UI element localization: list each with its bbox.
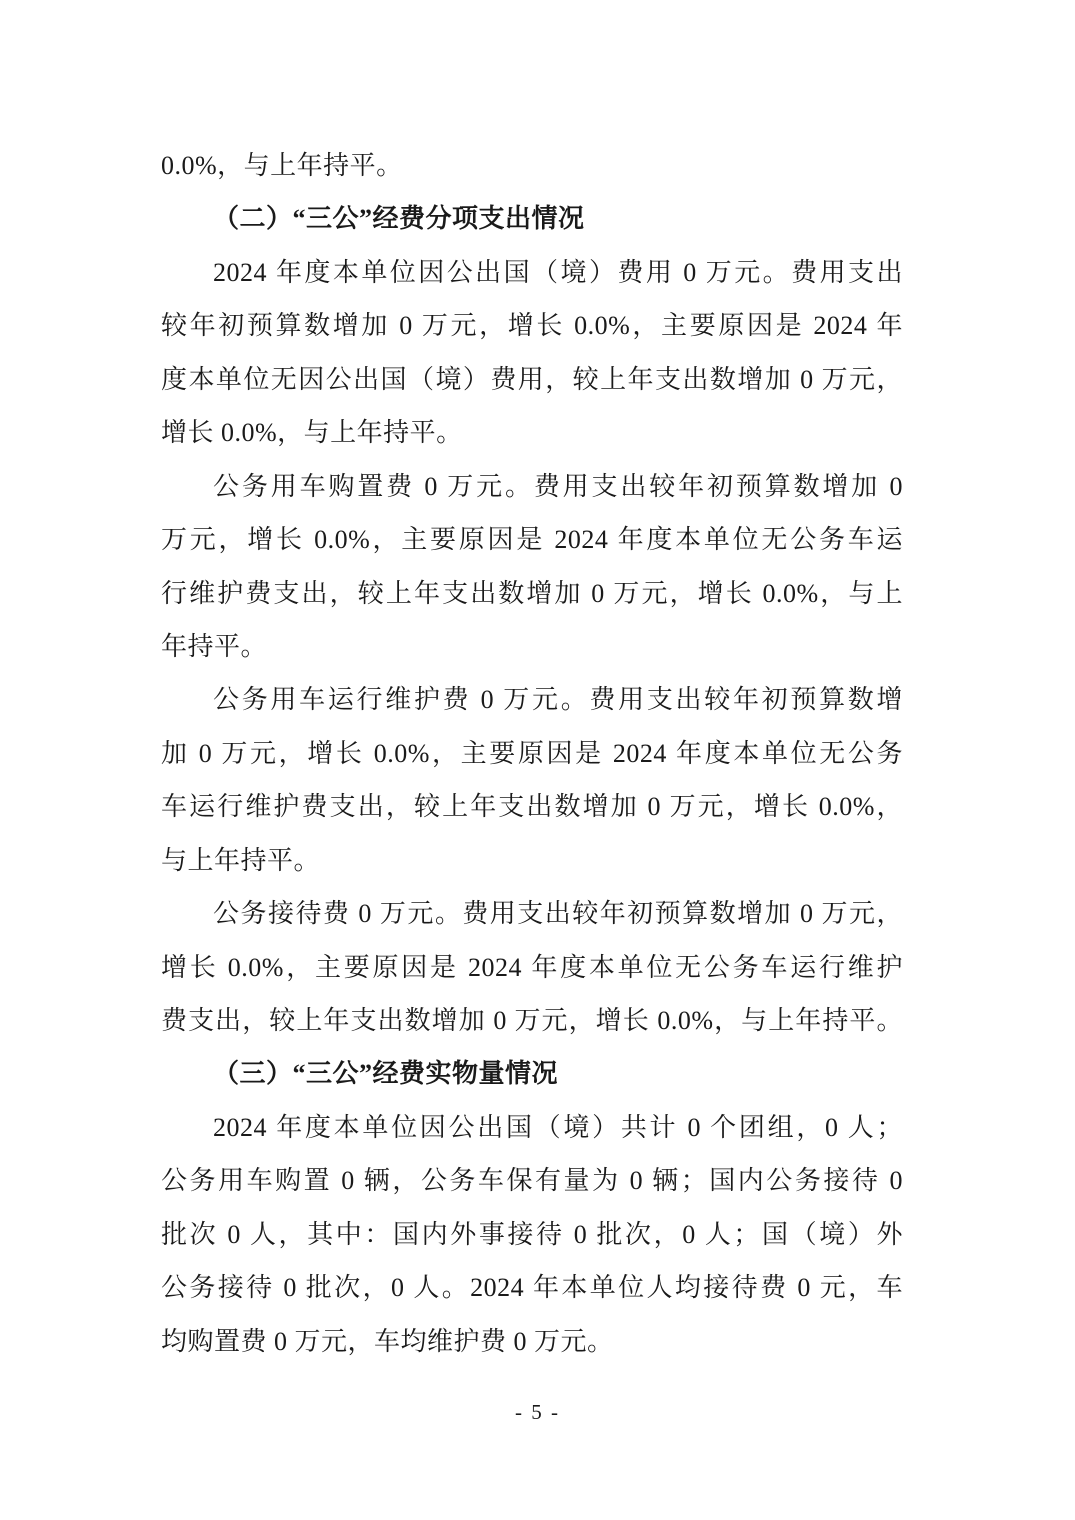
- text-line: 万元，增长 0.0%，主要原因是 2024 年度本单位无公务车运: [161, 525, 903, 555]
- page-footer: [0, 1399, 1075, 1425]
- text-line: 批次 0 人，其中：国内外事接待 0 批次，0 人；国（境）外: [161, 1219, 903, 1249]
- text-line: 较年初预算数增加 0 万元，增长 0.0%，主要原因是 2024 年: [161, 311, 903, 341]
- text-line: 公务用车购置费 0 万元。费用支出较年初预算数增加 0: [213, 471, 903, 501]
- text-line: 费支出，较上年支出数增加 0 万元，增长 0.0%，与上年持平。: [161, 1006, 903, 1035]
- text-line: 年持平。: [161, 631, 268, 661]
- text-line: 2024 年度本单位因公出国（境）费用 0 万元。费用支出: [213, 257, 903, 287]
- page-number: - 5 -: [515, 1400, 560, 1424]
- text-line: 行维护费支出，较上年支出数增加 0 万元，增长 0.0%，与上: [161, 578, 903, 608]
- text-line: 车运行维护费支出，较上年支出数增加 0 万元，增长 0.0%，: [161, 792, 903, 822]
- text-line: 均购置费 0 万元，车均维护费 0 万元。: [161, 1326, 614, 1356]
- text-line: 0.0%，与上年持平。: [161, 151, 403, 180]
- text-line: 增长 0.0%，与上年持平。: [161, 418, 463, 448]
- text-line: 增长 0.0%，主要原因是 2024 年度本单位无公务车运行维护: [161, 952, 903, 982]
- text-line: 公务接待费 0 万元。费用支出较年初预算数增加 0 万元，: [213, 899, 903, 929]
- text-line: 公务接待 0 批次，0 人。2024 年本单位人均接待费 0 元，车: [161, 1273, 903, 1303]
- section-heading: （三）“三公”经费实物量情况: [213, 1059, 559, 1089]
- text-line: 度本单位无因公出国（境）费用，较上年支出数增加 0 万元，: [161, 364, 903, 394]
- text-line: 公务用车运行维护费 0 万元。费用支出较年初预算数增: [213, 685, 903, 715]
- text-line: 公务用车购置 0 辆，公务车保有量为 0 辆；国内公务接待 0: [161, 1166, 903, 1196]
- document-text-block: [161, 139, 903, 1368]
- section-heading: （二）“三公”经费分项支出情况: [213, 204, 585, 234]
- text-line: 加 0 万元，增长 0.0%，主要原因是 2024 年度本单位无公务: [161, 738, 903, 768]
- text-line: 与上年持平。: [161, 845, 321, 875]
- text-line: 2024 年度本单位因公出国（境）共计 0 个团组，0 人；: [213, 1112, 903, 1142]
